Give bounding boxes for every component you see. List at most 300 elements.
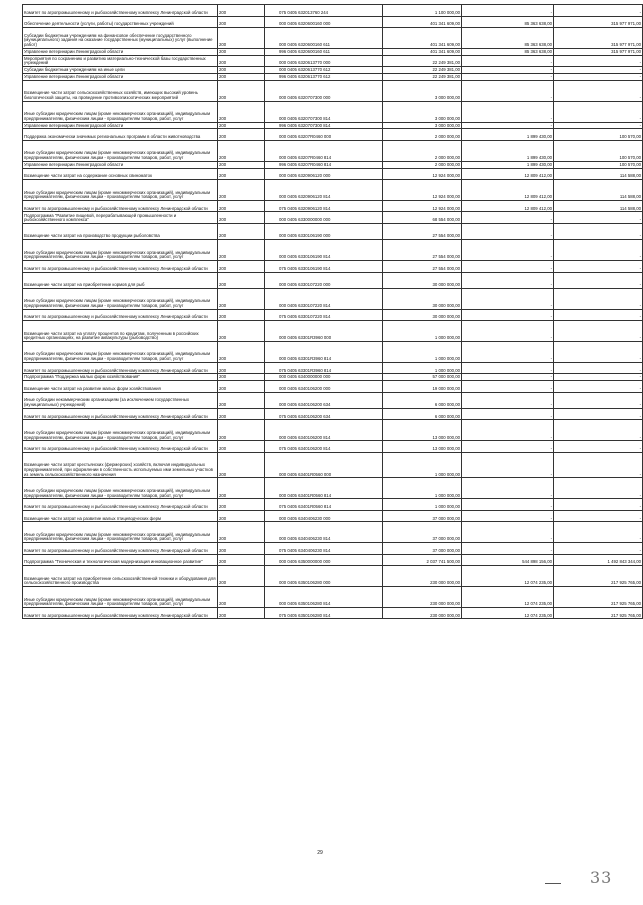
row-unexecuted-cell: - bbox=[554, 67, 643, 74]
row-code-cell: 200 bbox=[218, 321, 265, 342]
row-code-cell: 200 bbox=[218, 101, 265, 122]
row-classification-cell: 000 0405 6320707300 000 bbox=[265, 80, 383, 101]
row-classification-cell: 000 0405 6330000000 000 bbox=[265, 212, 383, 224]
row-executed-cell: - bbox=[462, 381, 554, 393]
row-name-cell: Иные субсидии юридическим лицам (кроме некоммерческих организаций), индивидуальным предпринимателям, физическим лицам - производителям товаров, работ, услуг bbox=[23, 420, 218, 441]
row-approved-cell: 3 000 000,00 bbox=[383, 122, 462, 129]
row-classification-cell: 000 0405 6350106280 814 bbox=[265, 587, 383, 608]
row-approved-cell: 6 000 000,00 bbox=[383, 408, 462, 420]
row-code-cell: 200 bbox=[218, 261, 265, 273]
row-code-cell: 200 bbox=[218, 587, 265, 608]
row-approved-cell: 401 341 609,00 bbox=[383, 28, 462, 49]
row-classification-cell: 075 0405 6320906120 814 bbox=[265, 200, 383, 212]
row-unexecuted-cell: - bbox=[554, 362, 643, 374]
row-code-cell: 200 bbox=[218, 452, 265, 478]
row-name-cell: Управление ветеринарии Ленинградской области bbox=[23, 48, 218, 55]
table-row bbox=[23, 452, 643, 478]
row-code-cell: 200 bbox=[218, 5, 265, 17]
table-row bbox=[23, 80, 643, 101]
row-code-cell: 200 bbox=[218, 200, 265, 212]
row-executed-cell: - bbox=[462, 5, 554, 17]
row-code-cell: 200 bbox=[218, 510, 265, 522]
row-code-cell: 200 bbox=[218, 381, 265, 393]
row-unexecuted-cell: 315 977 971,00 bbox=[554, 16, 643, 28]
row-executed-cell: - bbox=[462, 240, 554, 261]
row-code-cell: 200 bbox=[218, 140, 265, 161]
row-classification-cell: 000 0405 6340106200 634 bbox=[265, 392, 383, 408]
table-row bbox=[23, 321, 643, 342]
table-row bbox=[23, 522, 643, 543]
table-row bbox=[23, 200, 643, 212]
row-approved-cell: 22 249 381,00 bbox=[383, 67, 462, 74]
table-row bbox=[23, 261, 643, 273]
row-code-cell: 200 bbox=[218, 341, 265, 362]
row-unexecuted-cell: - bbox=[554, 80, 643, 101]
row-code-cell: 200 bbox=[218, 499, 265, 511]
table-row bbox=[23, 392, 643, 408]
row-unexecuted-cell: 217 925 765,00 bbox=[554, 587, 643, 608]
row-code-cell: 200 bbox=[218, 16, 265, 28]
row-unexecuted-cell: - bbox=[554, 374, 643, 381]
row-name-cell: Управление ветеринарии Ленинградской области bbox=[23, 73, 218, 80]
row-unexecuted-cell: - bbox=[554, 478, 643, 499]
row-approved-cell: 2 000 000,00 bbox=[383, 129, 462, 141]
row-executed-cell: 85 363 638,00 bbox=[462, 28, 554, 49]
row-unexecuted-cell: - bbox=[554, 510, 643, 522]
row-code-cell: 200 bbox=[218, 607, 265, 619]
row-name-cell: Иные субсидии юридическим лицам (кроме некоммерческих организаций), индивидуальным предпринимателям, физическим лицам - производителям товаров, работ, услуг bbox=[23, 240, 218, 261]
row-approved-cell: 230 000 000,00 bbox=[383, 566, 462, 587]
row-unexecuted-cell: - bbox=[554, 73, 643, 80]
row-classification-cell: 000 0405 6340106200 814 bbox=[265, 420, 383, 441]
row-executed-cell: 1 899 430,00 bbox=[462, 161, 554, 168]
row-executed-cell: - bbox=[462, 522, 554, 543]
row-classification-cell: 075 0405 632013760 244 bbox=[265, 5, 383, 17]
table-row bbox=[23, 420, 643, 441]
table-row bbox=[23, 478, 643, 499]
row-classification-cell: 000 0405 6350000000 000 bbox=[265, 554, 383, 566]
row-unexecuted-cell: - bbox=[554, 522, 643, 543]
row-approved-cell: 22 249 381,00 bbox=[383, 73, 462, 80]
row-approved-cell: 401 341 609,00 bbox=[383, 48, 462, 55]
row-classification-cell: 996 0405 63207R0460 814 bbox=[265, 161, 383, 168]
table-row bbox=[23, 381, 643, 393]
row-code-cell: 200 bbox=[218, 212, 265, 224]
row-unexecuted-cell: - bbox=[554, 5, 643, 17]
row-name-cell: Комитет по агропромышленному и рыбохозяйственному комплексу Ленинградской области bbox=[23, 362, 218, 374]
row-approved-cell: 27 554 000,00 bbox=[383, 240, 462, 261]
row-code-cell: 200 bbox=[218, 522, 265, 543]
row-unexecuted-cell: - bbox=[554, 55, 643, 67]
row-classification-cell: 075 0405 63401R0560 814 bbox=[265, 499, 383, 511]
row-executed-cell: - bbox=[462, 55, 554, 67]
row-code-cell: 200 bbox=[218, 554, 265, 566]
row-name-cell: Комитет по агропромышленному и рыбохозяйственному комплексу Ленинградской области bbox=[23, 543, 218, 555]
row-executed-cell: - bbox=[462, 510, 554, 522]
row-name-cell: Комитет по агропромышленному и рыбохозяйственному комплексу Ленинградской области bbox=[23, 408, 218, 420]
row-name-cell: Комитет по агропромышленному и рыбохозяйственному комплексу Ленинградской области bbox=[23, 607, 218, 619]
row-approved-cell: 12 924 000,00 bbox=[383, 200, 462, 212]
row-approved-cell: 12 924 000,00 bbox=[383, 168, 462, 180]
table-row bbox=[23, 408, 643, 420]
row-code-cell: 200 bbox=[218, 168, 265, 180]
row-classification-cell: 000 0405 63401R0560 000 bbox=[265, 452, 383, 478]
row-unexecuted-cell: - bbox=[554, 272, 643, 288]
row-unexecuted-cell: - bbox=[554, 309, 643, 321]
table-row bbox=[23, 309, 643, 321]
row-executed-cell: 12 809 412,00 bbox=[462, 200, 554, 212]
row-classification-cell: 000 0405 6350106280 000 bbox=[265, 566, 383, 587]
row-approved-cell: 22 249 381,00 bbox=[383, 55, 462, 67]
row-name-cell: Комитет по агропромышленному и рыбохозяйственному комплексу Ленинградской области bbox=[23, 441, 218, 453]
row-approved-cell: 1 000 000,00 bbox=[383, 341, 462, 362]
row-code-cell: 200 bbox=[218, 223, 265, 239]
row-code-cell: 200 bbox=[218, 129, 265, 141]
row-classification-cell: 996 0405 6320600160 611 bbox=[265, 48, 383, 55]
row-executed-cell: - bbox=[462, 101, 554, 122]
row-unexecuted-cell: - bbox=[554, 101, 643, 122]
row-executed-cell: 12 809 412,00 bbox=[462, 168, 554, 180]
row-unexecuted-cell: - bbox=[554, 408, 643, 420]
row-classification-cell: 000 0405 6330106190 000 bbox=[265, 223, 383, 239]
row-classification-cell: 000 0405 6320707300 814 bbox=[265, 101, 383, 122]
row-unexecuted-cell: 114 588,00 bbox=[554, 200, 643, 212]
row-executed-cell: - bbox=[462, 452, 554, 478]
row-name-cell: Иные субсидии юридическим лицам (кроме некоммерческих организаций), индивидуальным предпринимателям, физическим лицам - производителям товаров, работ, услуг bbox=[23, 180, 218, 201]
row-unexecuted-cell: - bbox=[554, 240, 643, 261]
row-code-cell: 200 bbox=[218, 441, 265, 453]
row-name-cell: Комитет по агропромышленному и рыбохозяйственному комплексу Ленинградской области bbox=[23, 499, 218, 511]
row-classification-cell: 000 0405 6340106200 000 bbox=[265, 381, 383, 393]
row-approved-cell: 6 000 000,00 bbox=[383, 392, 462, 408]
row-name-cell: Комитет по агропромышленному и рыбохозяйственному комплексу Ленинградской области bbox=[23, 261, 218, 273]
table-row bbox=[23, 374, 643, 381]
row-unexecuted-cell: - bbox=[554, 452, 643, 478]
table-row bbox=[23, 55, 643, 67]
row-classification-cell: 000 0405 6320906120 000 bbox=[265, 168, 383, 180]
table-row bbox=[23, 180, 643, 201]
row-approved-cell: 1 000 000,00 bbox=[383, 452, 462, 478]
row-name-cell: Комитет по агропромышленному и рыбохозяйственному комплексу Ленинградской области bbox=[23, 309, 218, 321]
page-number: 29 bbox=[317, 850, 323, 856]
row-name-cell: Иные субсидии юридическим лицам (кроме некоммерческих организаций), индивидуальным предпринимателям, физическим лицам - производителям товаров, работ, услуг bbox=[23, 101, 218, 122]
table-row bbox=[23, 554, 643, 566]
row-approved-cell: 30 000 000,00 bbox=[383, 272, 462, 288]
row-unexecuted-cell: - bbox=[554, 392, 643, 408]
row-code-cell: 200 bbox=[218, 288, 265, 309]
row-name-cell: Возмещение части затрат на производство продукции рыболовства bbox=[23, 223, 218, 239]
row-classification-cell: 996 0405 6320613770 612 bbox=[265, 73, 383, 80]
row-code-cell: 200 bbox=[218, 122, 265, 129]
row-name-cell: Мероприятия по сохранению и развитию материально-технической базы государственных учреждений bbox=[23, 55, 218, 67]
row-name-cell: Управление ветеринарии Ленинградской области bbox=[23, 161, 218, 168]
row-classification-cell: 000 0405 63207R0460 000 bbox=[265, 129, 383, 141]
row-unexecuted-cell: - bbox=[554, 341, 643, 362]
row-executed-cell: - bbox=[462, 441, 554, 453]
row-name-cell: Обеспечение деятельности (услуги, работы) государственных учреждений bbox=[23, 16, 218, 28]
row-classification-cell: 075 0405 6350106280 814 bbox=[265, 607, 383, 619]
row-classification-cell: 075 0405 63301R3960 814 bbox=[265, 362, 383, 374]
row-executed-cell: - bbox=[462, 223, 554, 239]
row-classification-cell: 000 0405 6330107220 814 bbox=[265, 288, 383, 309]
row-code-cell: 200 bbox=[218, 543, 265, 555]
row-executed-cell: - bbox=[462, 122, 554, 129]
row-classification-cell: 996 0405 6320707300 814 bbox=[265, 122, 383, 129]
row-approved-cell: 230 000 000,00 bbox=[383, 607, 462, 619]
row-name-cell: Иные субсидии юридическим лицам (кроме некоммерческих организаций), индивидуальным предпринимателям, физическим лицам - производителям товаров, работ, услуг bbox=[23, 522, 218, 543]
row-approved-cell: 2 000 000,00 bbox=[383, 161, 462, 168]
row-executed-cell: - bbox=[462, 420, 554, 441]
row-classification-cell: 000 0405 6340000000 000 bbox=[265, 374, 383, 381]
table-row bbox=[23, 566, 643, 587]
row-name-cell: Иные субсидии юридическим лицам (кроме некоммерческих организаций), индивидуальным предпринимателям, физическим лицам - производителям товаров, работ, услуг bbox=[23, 288, 218, 309]
row-code-cell: 200 bbox=[218, 80, 265, 101]
row-executed-cell: 544 898 156,00 bbox=[462, 554, 554, 566]
row-executed-cell: 12 809 412,00 bbox=[462, 180, 554, 201]
row-classification-cell: 000 0405 6330106190 814 bbox=[265, 240, 383, 261]
row-classification-cell: 000 0405 6320906120 814 bbox=[265, 180, 383, 201]
table-row bbox=[23, 140, 643, 161]
row-executed-cell: - bbox=[462, 261, 554, 273]
row-executed-cell: 85 363 638,00 bbox=[462, 16, 554, 28]
row-unexecuted-cell: - bbox=[554, 543, 643, 555]
row-code-cell: 200 bbox=[218, 478, 265, 499]
row-approved-cell: 230 000 000,00 bbox=[383, 587, 462, 608]
table-body bbox=[23, 5, 643, 619]
row-executed-cell: - bbox=[462, 212, 554, 224]
row-code-cell: 200 bbox=[218, 73, 265, 80]
row-classification-cell: 075 0405 6340106200 634 bbox=[265, 408, 383, 420]
row-approved-cell: 1 000 000,00 bbox=[383, 321, 462, 342]
table-row bbox=[23, 607, 643, 619]
table-row bbox=[23, 587, 643, 608]
row-name-cell: Возмещение части затрат на развитие малых форм хозяйствования bbox=[23, 381, 218, 393]
row-approved-cell: 1 000 000,00 bbox=[383, 362, 462, 374]
table-row bbox=[23, 168, 643, 180]
row-classification-cell: 000 0405 6340406230 814 bbox=[265, 522, 383, 543]
table-row bbox=[23, 543, 643, 555]
row-name-cell: Возмещение части затрат на приобретение кормов для рыб bbox=[23, 272, 218, 288]
row-classification-cell: 000 0405 63401R0560 814 bbox=[265, 478, 383, 499]
row-name-cell: Возмещение части затрат крестьянских (фермерских) хозяйств, включая индивидуальных предпринимателей, при оформлении в собственность используемых ими земельных участков из земель сельскохозяйственного назначения bbox=[23, 452, 218, 478]
row-executed-cell: 12 074 235,00 bbox=[462, 587, 554, 608]
row-classification-cell: 000 0405 6320613770 000 bbox=[265, 55, 383, 67]
row-code-cell: 200 bbox=[218, 161, 265, 168]
row-name-cell: Субсидии бюджетным учреждениям на иные цели bbox=[23, 67, 218, 74]
table-row bbox=[23, 362, 643, 374]
row-unexecuted-cell: - bbox=[554, 381, 643, 393]
row-approved-cell: 27 554 000,00 bbox=[383, 261, 462, 273]
row-name-cell: Иные субсидии юридическим лицам (кроме некоммерческих организаций), индивидуальным предпринимателям, физическим лицам - производителям товаров, работ, услуг bbox=[23, 587, 218, 608]
table-row bbox=[23, 510, 643, 522]
table-row bbox=[23, 101, 643, 122]
table-row bbox=[23, 129, 643, 141]
row-executed-cell: 12 074 235,00 bbox=[462, 566, 554, 587]
row-approved-cell: 401 341 609,00 bbox=[383, 16, 462, 28]
row-unexecuted-cell: 217 925 765,00 bbox=[554, 607, 643, 619]
row-approved-cell: 30 000 000,00 bbox=[383, 309, 462, 321]
table-row bbox=[23, 272, 643, 288]
row-executed-cell: - bbox=[462, 408, 554, 420]
row-name-cell: Иные субсидии юридическим лицам (кроме некоммерческих организаций), индивидуальным предпринимателям, физическим лицам - производителям товаров, работ, услуг bbox=[23, 478, 218, 499]
row-approved-cell: 37 000 000,00 bbox=[383, 510, 462, 522]
row-name-cell: Подпрограмма "Развитие пищевой, перерабатывающей промышленности и рыбохозяйственного комплекса" bbox=[23, 212, 218, 224]
row-executed-cell: - bbox=[462, 543, 554, 555]
budget-table-sheet bbox=[22, 4, 641, 619]
row-unexecuted-cell: 100 570,00 bbox=[554, 129, 643, 141]
row-name-cell: Подпрограмма "Поддержка малых форм хозяйствования" bbox=[23, 374, 218, 381]
row-unexecuted-cell: - bbox=[554, 441, 643, 453]
row-name-cell: Поддержка экономически значимых региональных программ в области животноводства bbox=[23, 129, 218, 141]
row-executed-cell: - bbox=[462, 80, 554, 101]
footer-dash bbox=[545, 883, 561, 884]
row-approved-cell: 57 000 000,00 bbox=[383, 374, 462, 381]
row-classification-cell: 000 0405 6330107220 000 bbox=[265, 272, 383, 288]
table-row bbox=[23, 122, 643, 129]
row-code-cell: 200 bbox=[218, 180, 265, 201]
table-row bbox=[23, 48, 643, 55]
row-code-cell: 200 bbox=[218, 48, 265, 55]
row-approved-cell: 1 000 000,00 bbox=[383, 499, 462, 511]
row-executed-cell: - bbox=[462, 73, 554, 80]
row-unexecuted-cell: - bbox=[554, 261, 643, 273]
row-unexecuted-cell: 315 977 971,00 bbox=[554, 28, 643, 49]
table-row bbox=[23, 223, 643, 239]
row-executed-cell: - bbox=[462, 478, 554, 499]
row-approved-cell: 27 554 000,00 bbox=[383, 223, 462, 239]
row-executed-cell: 1 899 430,00 bbox=[462, 129, 554, 141]
row-classification-cell: 000 0405 63207R0460 814 bbox=[265, 140, 383, 161]
row-unexecuted-cell: - bbox=[554, 212, 643, 224]
row-unexecuted-cell: 114 588,00 bbox=[554, 180, 643, 201]
table-row bbox=[23, 212, 643, 224]
row-approved-cell: 3 000 000,00 bbox=[383, 101, 462, 122]
row-code-cell: 200 bbox=[218, 408, 265, 420]
table-row bbox=[23, 288, 643, 309]
row-executed-cell: - bbox=[462, 392, 554, 408]
row-name-cell: Иные субсидии юридическим лицам (кроме некоммерческих организаций), индивидуальным предпринимателям, физическим лицам - производителям товаров, работ, услуг bbox=[23, 140, 218, 161]
row-unexecuted-cell: - bbox=[554, 122, 643, 129]
row-approved-cell: 13 000 000,00 bbox=[383, 420, 462, 441]
row-executed-cell: - bbox=[462, 272, 554, 288]
row-executed-cell: - bbox=[462, 341, 554, 362]
row-name-cell: Субсидии бюджетным учреждениям на финансовое обеспечение государственного (муниципального) задания на оказание государственных (муниципальных) услуг (выполнение работ) bbox=[23, 28, 218, 49]
row-unexecuted-cell: - bbox=[554, 223, 643, 239]
row-code-cell: 200 bbox=[218, 67, 265, 74]
row-unexecuted-cell: 315 977 971,00 bbox=[554, 48, 643, 55]
row-executed-cell: - bbox=[462, 288, 554, 309]
row-approved-cell: 19 000 000,00 bbox=[383, 381, 462, 393]
row-unexecuted-cell: 114 588,00 bbox=[554, 168, 643, 180]
row-executed-cell: - bbox=[462, 362, 554, 374]
row-classification-cell: 000 0405 63301R3960 814 bbox=[265, 341, 383, 362]
row-approved-cell: 13 000 000,00 bbox=[383, 441, 462, 453]
row-code-cell: 200 bbox=[218, 392, 265, 408]
row-code-cell: 200 bbox=[218, 374, 265, 381]
row-code-cell: 200 bbox=[218, 420, 265, 441]
row-code-cell: 200 bbox=[218, 55, 265, 67]
row-classification-cell: 075 0405 6340406230 814 bbox=[265, 543, 383, 555]
row-approved-cell: 68 554 000,00 bbox=[383, 212, 462, 224]
row-unexecuted-cell: - bbox=[554, 420, 643, 441]
row-name-cell: Иные субсидии некоммерческим организациям (за исключением государственных (муниципальных) учреждений) bbox=[23, 392, 218, 408]
row-approved-cell: 37 000 000,00 bbox=[383, 522, 462, 543]
row-executed-cell: - bbox=[462, 321, 554, 342]
row-classification-cell: 075 0405 6330106190 814 bbox=[265, 261, 383, 273]
row-name-cell: Возмещение части затрат сельскохозяйственных хозяйств, имеющих высокий уровень биологической защиты, на проведение противоэпизоотических мероприятий bbox=[23, 80, 218, 101]
table-row bbox=[23, 28, 643, 49]
row-unexecuted-cell: 100 570,00 bbox=[554, 161, 643, 168]
row-executed-cell: 12 074 235,00 bbox=[462, 607, 554, 619]
row-approved-cell: 37 000 000,00 bbox=[383, 543, 462, 555]
row-approved-cell: 3 000 000,00 bbox=[383, 80, 462, 101]
row-executed-cell: - bbox=[462, 67, 554, 74]
row-code-cell: 200 bbox=[218, 240, 265, 261]
row-executed-cell: 85 363 638,00 bbox=[462, 48, 554, 55]
row-executed-cell: - bbox=[462, 374, 554, 381]
row-name-cell: Подпрограмма "Техническая и технологическая модернизация инновационное развитие" bbox=[23, 554, 218, 566]
row-name-cell: Иные субсидии юридическим лицам (кроме некоммерческих организаций), индивидуальным предпринимателям, физическим лицам - производителям товаров, работ, услуг bbox=[23, 341, 218, 362]
row-classification-cell: 000 0405 6320600160 000 bbox=[265, 16, 383, 28]
row-name-cell: Возмещение части затрат на развитие малых птицеводческих ферм bbox=[23, 510, 218, 522]
row-code-cell: 200 bbox=[218, 28, 265, 49]
row-approved-cell: 30 000 000,00 bbox=[383, 288, 462, 309]
row-unexecuted-cell: 1 492 843 344,00 bbox=[554, 554, 643, 566]
row-classification-cell: 000 0405 63301R3960 000 bbox=[265, 321, 383, 342]
row-executed-cell: - bbox=[462, 309, 554, 321]
table-row bbox=[23, 73, 643, 80]
row-name-cell: Комитет по агропромышленному и рыбохозяйственному комплексу Ленинградской области bbox=[23, 200, 218, 212]
budget-execution-table bbox=[22, 4, 643, 619]
row-approved-cell: 1 000 000,00 bbox=[383, 478, 462, 499]
row-classification-cell: 000 0405 6320613770 612 bbox=[265, 67, 383, 74]
row-classification-cell: 000 0405 6340406230 000 bbox=[265, 510, 383, 522]
table-row bbox=[23, 240, 643, 261]
row-name-cell: Возмещение части затрат на содержание основных свиноматок bbox=[23, 168, 218, 180]
row-code-cell: 200 bbox=[218, 272, 265, 288]
row-name-cell: Возмещение части затрат на приобретение сельскохозяйственной техники и оборудования для сельскохозяйственного производства bbox=[23, 566, 218, 587]
row-approved-cell: 12 924 000,00 bbox=[383, 180, 462, 201]
row-classification-cell: 000 0405 6320600160 611 bbox=[265, 28, 383, 49]
row-classification-cell: 075 0405 6330107220 814 bbox=[265, 309, 383, 321]
table-row bbox=[23, 5, 643, 17]
row-approved-cell: 2 037 741 500,00 bbox=[383, 554, 462, 566]
row-executed-cell: - bbox=[462, 499, 554, 511]
table-row bbox=[23, 16, 643, 28]
row-name-cell: Комитет по агропромышленному и рыбохозяйственному комплексу Ленинградской области bbox=[23, 5, 218, 17]
row-name-cell: Возмещение части затрат на уплату процентов по кредитам, полученным в российских кредитных организациях, на развитие аквакультуры (рыбоводство) bbox=[23, 321, 218, 342]
row-name-cell: Управление ветеринарии Ленинградской области bbox=[23, 122, 218, 129]
row-classification-cell: 075 0405 6340106200 814 bbox=[265, 441, 383, 453]
table-row bbox=[23, 161, 643, 168]
handwritten-stamp: 33 bbox=[590, 868, 613, 887]
row-unexecuted-cell: 217 925 765,00 bbox=[554, 566, 643, 587]
row-unexecuted-cell: - bbox=[554, 321, 643, 342]
row-unexecuted-cell: 100 570,00 bbox=[554, 140, 643, 161]
table-row bbox=[23, 67, 643, 74]
row-code-cell: 200 bbox=[218, 362, 265, 374]
table-row bbox=[23, 441, 643, 453]
row-approved-cell: 1 100 000,00 bbox=[383, 5, 462, 17]
row-code-cell: 200 bbox=[218, 309, 265, 321]
row-approved-cell: 2 000 000,00 bbox=[383, 140, 462, 161]
row-unexecuted-cell: - bbox=[554, 288, 643, 309]
row-code-cell: 200 bbox=[218, 566, 265, 587]
row-executed-cell: 1 899 430,00 bbox=[462, 140, 554, 161]
row-unexecuted-cell: - bbox=[554, 499, 643, 511]
table-row bbox=[23, 341, 643, 362]
table-row bbox=[23, 499, 643, 511]
